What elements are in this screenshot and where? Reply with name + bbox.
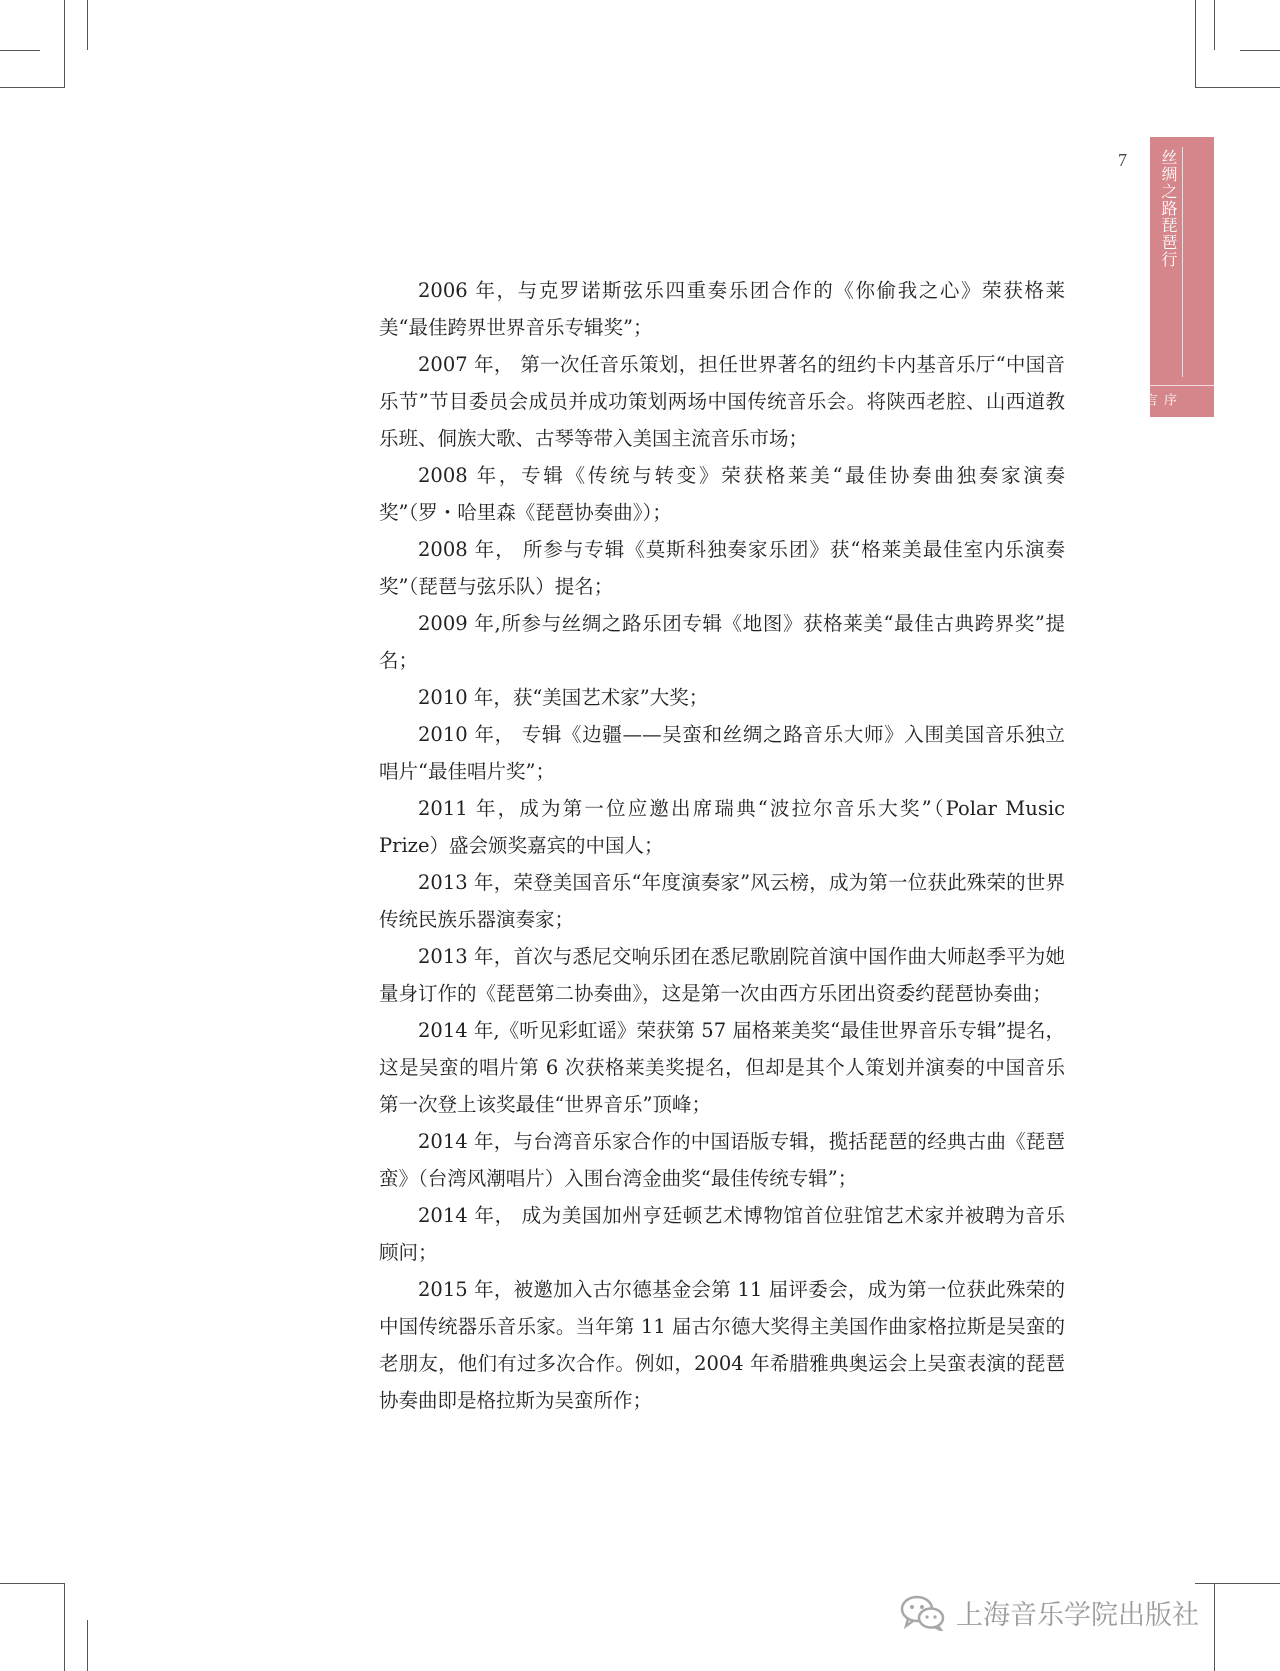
crop-mark-bottom-left-h [0, 1583, 65, 1584]
crop-mark-top-left-h [0, 87, 65, 88]
paragraph: 2014 年,《听见彩虹谣》荣获第 57 届格莱美奖“最佳世界音乐专辑”提名，这是吴蛮的唱片第 6 次获格莱美奖提名，但却是其个人策划并演奏的中国音乐第一次登上该奖最佳“世界音乐”顶峰； [379, 1019, 1065, 1116]
paragraph: 2014 年， 成为美国加州亨廷顿艺术博物馆首位驻馆艺术家并被聘为音乐顾问； [379, 1204, 1065, 1264]
crop-mark-top-right-h [1195, 87, 1280, 88]
crop-mark-bottom-right-v [1214, 1583, 1215, 1671]
running-title: 丝绸之路琵琶行 [1159, 149, 1178, 268]
crop-mark-bottom-right-h [1195, 1583, 1280, 1584]
paragraph: 2008 年，专辑《传统与转变》荣获格莱美“最佳协奏曲独奏家演奏奖”（罗・哈里森《琵琶协奏曲》）； [379, 464, 1065, 524]
crop-mark-top-right-v [1195, 0, 1196, 88]
publisher-watermark [900, 1593, 1199, 1632]
tab-divider-horizontal [1150, 385, 1214, 386]
body-text [379, 272, 1065, 1419]
paragraph: 2013 年，首次与悉尼交响乐团在悉尼歌剧院首演中国作曲大师赵季平为她量身订作的《琵琶第二协奏曲》，这是第一次由西方乐团出资委约琵琶协奏曲； [379, 945, 1065, 1005]
crop-mark-top-right-v2 [1214, 0, 1215, 50]
crop-mark-top-left-h2 [0, 50, 40, 51]
crop-mark-top-right-h2 [1240, 50, 1280, 51]
wechat-icon [900, 1595, 946, 1631]
page-number: 7 [1118, 150, 1127, 170]
paragraph: 2015 年，被邀加入古尔德基金会第 11 届评委会，成为第一位获此殊荣的中国传统器乐音乐家。当年第 11 届古尔德大奖得主美国作曲家格拉斯是吴蛮的老朋友，他们有过多次合作。例如，2004 年希腊雅典奥运会上吴蛮表演的琵琶协奏曲即是格拉斯为吴蛮所作； [379, 1278, 1065, 1412]
paragraph: 2008 年， 所参与专辑《莫斯科独奏家乐团》获“格莱美最佳室内乐演奏奖”（琵琶与弦乐队）提名； [379, 538, 1065, 598]
paragraph: 2014 年，与台湾音乐家合作的中国语版专辑，揽括琵琶的经典古曲《琵琶蛮》（台湾风潮唱片）入围台湾金曲奖“最佳传统专辑”； [379, 1130, 1065, 1190]
watermark-text: 上海音乐学院出版社 [956, 1600, 1199, 1631]
paragraph: 2011 年，成为第一位应邀出席瑞典“波拉尔音乐大奖”（Polar Music Prize）盛会颁奖嘉宾的中国人； [379, 797, 1065, 857]
tab-divider-vertical [1182, 147, 1183, 377]
paragraph: 2010 年， 专辑《边疆——吴蛮和丝绸之路音乐大师》入围美国音乐独立唱片“最佳唱片奖”； [379, 723, 1065, 783]
paragraph: 2009 年,所参与丝绸之路乐团专辑《地图》获格莱美“最佳古典跨界奖”提名； [379, 612, 1065, 672]
section-label: 序言 [1142, 393, 1176, 406]
crop-mark-top-left-v [64, 0, 65, 88]
paragraph: 2007 年， 第一次任音乐策划，担任世界著名的纽约卡内基音乐厅“中国音乐节”节目委员会成员并成功策划两场中国传统音乐会。将陕西老腔、山西道教乐班、侗族大歌、古琴等带入美国主流音乐市场； [379, 353, 1065, 450]
paragraph: 2010 年，获“美国艺术家”大奖； [418, 686, 709, 709]
paragraph: 2006 年，与克罗诺斯弦乐四重奏乐团合作的《你偷我之心》荣获格莱美“最佳跨界世界音乐专辑奖”； [379, 279, 1065, 339]
crop-mark-top-left-v2 [87, 0, 88, 50]
chapter-tab [1142, 137, 1214, 417]
paragraph: 2013 年，荣登美国音乐“年度演奏家”风云榜，成为第一位获此殊荣的世界传统民族乐器演奏家； [379, 871, 1065, 931]
crop-mark-bottom-left-v2 [87, 1620, 88, 1671]
crop-mark-bottom-left-v [64, 1583, 65, 1671]
